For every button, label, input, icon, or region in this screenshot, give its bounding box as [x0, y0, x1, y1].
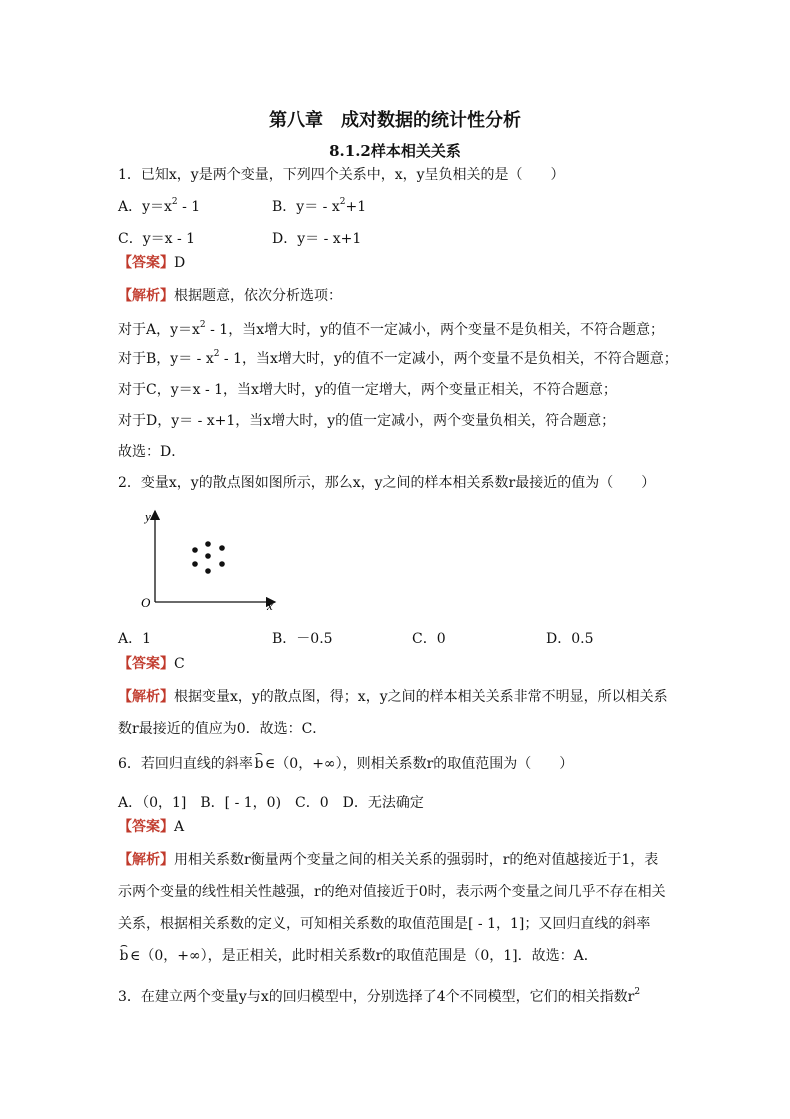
- q2-option-a: A．1: [118, 631, 152, 647]
- origin-label: O: [141, 595, 151, 610]
- scatter-point: [205, 568, 211, 574]
- q2-option-d: D．0.5: [546, 631, 594, 647]
- section-title: 8.1.2样本相关关系: [329, 142, 461, 160]
- q6-analysis-line1: 【解析】用相关系数r衡量两个变量之间的相关关系的强弱时，r的绝对值越接近于1，表: [118, 852, 659, 868]
- q2-answer: 【答案】C: [118, 656, 185, 672]
- q6-analysis-line3: 关系，根据相关系数的定义，可知相关系数的取值范围是[ - 1，1]；又回归直线的斜率: [118, 916, 651, 932]
- q1-analysis-c: 对于C，y＝x - 1，当x增大时，y的值一定增大，两个变量正相关，不符合题意；: [118, 382, 617, 398]
- scatter-point: [219, 545, 225, 551]
- y-axis-label: y: [145, 509, 151, 524]
- scatter-plot-figure: [135, 505, 285, 615]
- b-hat-symbol: ⌢ b: [253, 755, 265, 773]
- q1-analysis-d: 对于D，y＝ - x+1，当x增大时，y的值一定减小，两个变量负相关，符合题意；: [118, 413, 616, 429]
- scatter-point: [192, 547, 198, 553]
- chapter-title: 第八章 成对数据的统计性分析: [269, 110, 521, 131]
- q2-option-b: B．－0.5: [272, 631, 333, 647]
- q6-stem: 6．若回归直线的斜率⌢ b ∈（0，+∞），则相关系数r的取值范围为（ ）: [118, 755, 573, 773]
- q6-analysis-line2: 示两个变量的线性相关性越强，r的绝对值接近于0时，表示两个变量之间几乎不存在相关: [118, 884, 666, 900]
- scatter-point: [219, 561, 225, 567]
- scatter-point: [192, 561, 198, 567]
- scatter-point: [205, 553, 211, 559]
- q1-analysis-a: 对于A，$y=x^2 - 1$，当x增大时，y的值不一定减小，两个变量不是负相关，不符合题意；: [118, 320, 664, 338]
- q1-conclusion: 故选：D．: [118, 444, 186, 460]
- q2-option-c: C．0: [412, 631, 446, 647]
- q2-stem: 2．变量x，y的散点图如图所示，那么x，y之间的样本相关系数r最接近的值为（ ）: [118, 475, 656, 491]
- q1-analysis-b: 对于B，$y= - x^2 - 1$，当x增大时，y的值不一定减小，两个变量不是负相关，不符合题意；: [118, 349, 678, 367]
- q1-option-a: A．$y=x^2 - 1$: [118, 197, 201, 215]
- q6-answer: 【答案】A: [118, 819, 185, 835]
- q1-answer: 【答案】D: [118, 255, 186, 271]
- x-axis-label: x: [267, 598, 273, 613]
- q1-analysis-intro: 【解析】根据题意，依次分析选项：: [118, 288, 342, 304]
- q2-analysis-line2: 数r最接近的值应为0．故选：C．: [118, 721, 327, 737]
- q6-analysis-line4: ⌢ b ∈（0，+∞），是正相关，此时相关系数r的取值范围是（0，1]．故选：A．: [118, 947, 598, 965]
- q6-options: A．（0，1] B．[ - 1，0) C．0 D．无法确定: [118, 795, 424, 811]
- b-hat-symbol: ⌢ b: [118, 947, 130, 965]
- q1-stem: 1．已知x，y是两个变量，下列四个关系中，x，y呈负相关的是（ ）: [118, 167, 565, 183]
- q3-stem: 3．在建立两个变量y与x的回归模型中，分别选择了4个不同模型，它们的相关指数$r^2$: [118, 987, 641, 1005]
- q1-option-b: B．$y= - x^2+1$: [272, 197, 367, 215]
- q1-option-d: D．y＝ - x+1: [272, 231, 362, 247]
- q2-analysis-line1: 【解析】根据变量x，y的散点图，得；x，y之间的样本相关关系非常不明显，所以相关系: [118, 689, 668, 705]
- q1-option-c: C．y＝x - 1: [118, 231, 196, 247]
- scatter-point: [205, 541, 211, 547]
